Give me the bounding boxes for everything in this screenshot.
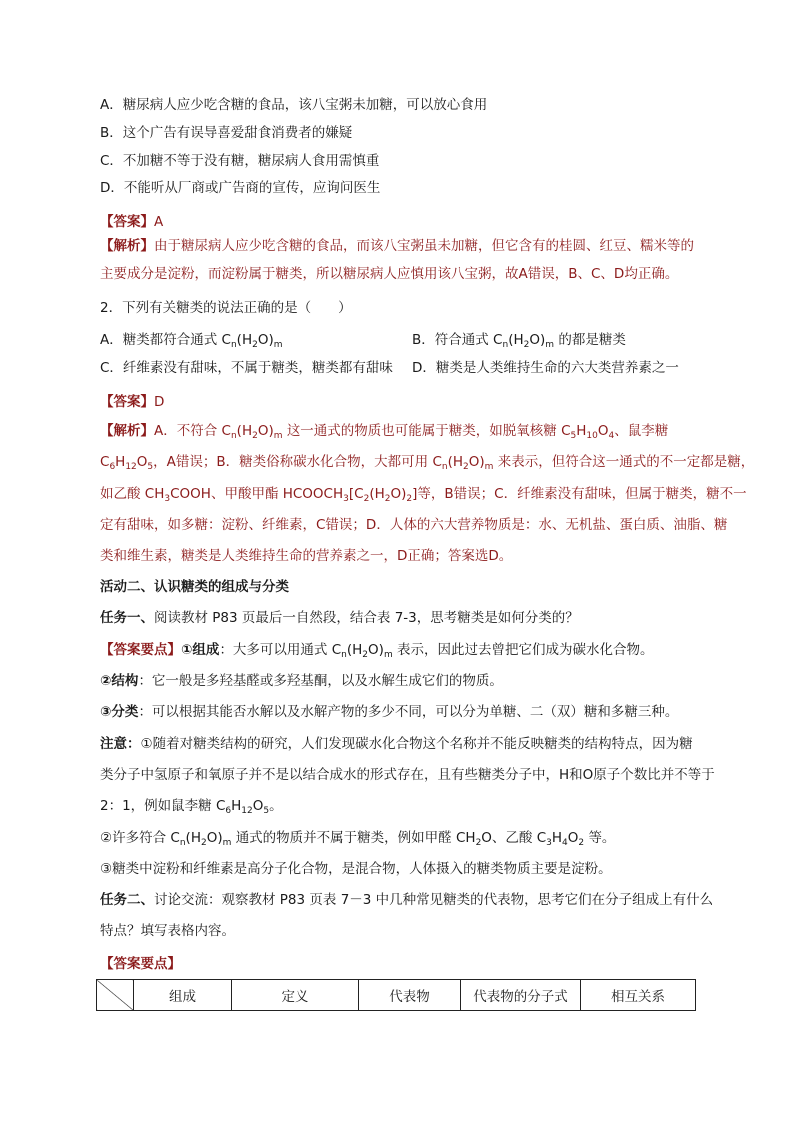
q2-analysis-line4: 定有甜味，如多糖：淀粉、纤维素，C错误；D．人体的六大营养物质是：水、无机盐、蛋白质、油脂、糖: [100, 517, 728, 533]
task1: 任务一、阅读教材 P83 页最后一自然段，结合表 7-3，思考糖类是如何分类的？: [100, 610, 579, 626]
table-header-cell: 代表物的分子式: [461, 980, 581, 1011]
note-line3: 2：1，例如鼠李糖 $C_6H_{12}O_5$。: [100, 798, 283, 816]
q1-option-c: C．不加糖不等于没有糖，糖尿病人食用需慎重: [100, 153, 380, 169]
answer-point-2: ②结构：它一般是多羟基醛或多羟基酮，以及水解生成它们的物质。: [100, 673, 503, 689]
q2-option-c: C．纤维素没有甜味，不属于糖类，糖类都有甜味: [100, 360, 393, 376]
answer-point-3: ③分类：可以根据其能否水解以及水解产物的多少不同，可以分为单糖、二（双）糖和多糖三种。: [100, 704, 679, 720]
q2-stem: 2．下列有关糖类的说法正确的是（ ）: [100, 300, 352, 316]
q2-option-b: B．符合通式 $C_n(H_2O)_m$ 的都是糖类: [412, 332, 626, 350]
q2-analysis-line3: 如乙酸 $CH_3COOH$、甲酸甲酯 $HCOOCH_3[C_2(H_2O)_2]$等，B错误；C．纤维素没有甜味，但属于糖类，糖不一: [100, 486, 747, 504]
q1-option-d: D．不能听从厂商或广告商的宣传，应询问医生: [100, 180, 381, 196]
table-header-row: [97, 980, 696, 1011]
q1-answer: 【答案】A: [100, 214, 164, 230]
q1-analysis-line1: 【解析】由于糖尿病人应少吃含糖的食品，而该八宝粥虽未加糖，但它含有的桂圆、红豆、糯米等的: [100, 238, 694, 254]
q2-answer: 【答案】D: [100, 394, 165, 410]
q2-analysis-line5: 类和维生素，糖类是人类维持生命的营养素之一，D正确；答案选D。: [100, 548, 513, 564]
table-header-cell: 定义: [232, 980, 359, 1011]
answer-points-label: 【答案要点】: [100, 956, 181, 972]
answer-point-1: 【答案要点】①组成：大多可以用通式 $C_n(H_2O)_m$ 表示，因此过去曾把它们成为碳水化合物。: [100, 642, 654, 660]
q1-analysis-line2: 主要成分是淀粉，而淀粉属于糖类，所以糖尿病人应慎用该八宝粥，故A错误，B、C、D均正确。: [100, 266, 679, 282]
table-diagonal-cell: [97, 980, 134, 1011]
q2-option-d: D．糖类是人类维持生命的六大类营养素之一: [412, 360, 679, 376]
activity2-title: 活动二、认识糖类的组成与分类: [100, 579, 289, 595]
q2-analysis-line1: 【解析】A．不符合 $C_n(H_2O)_m$ 这一通式的物质也可能属于糖类，如脱氧核糖 $C_5H_{10}O_4$、鼠李糖: [100, 423, 669, 441]
task2-line2: 特点？填写表格内容。: [100, 923, 235, 939]
table-header-cell: 相互关系: [581, 980, 696, 1011]
note-line2: 类分子中氢原子和氧原子并不是以结合成水的形式存在，且有些糖类分子中，H和O原子个数比并不等于: [100, 767, 715, 783]
task2-line1: 任务二、讨论交流：观察教材 P83 页表 7－3 中几种常见糖类的代表物，思考它们在分子组成上有什么: [100, 892, 714, 908]
table-header-cell: 组成: [134, 980, 232, 1011]
table-header-cell: 代表物: [359, 980, 461, 1011]
note-line1: 注意：①随着对糖类结构的研究，人们发现碳水化合物这个名称并不能反映糖类的结构特点，因为糖: [100, 736, 693, 752]
q2-analysis-line2: $C_6H_{12}O_5$，A错误；B．糖类俗称碳水化合物，大都可用 $C_n(H_2O)_m$ 来表示，但符合这一通式的不一定都是糖，: [100, 454, 755, 472]
q1-option-a: A．糖尿病人应少吃含糖的食品，该八宝粥未加糖，可以放心食用: [100, 97, 488, 113]
q2-option-a: A．糖类都符合通式 $C_n(H_2O)_m$: [100, 332, 283, 350]
note-2: ②许多符合 $C_n(H_2O)_m$ 通式的物质并不属于糖类，例如甲醛 $CH_2O$、乙酸 $C_3H_4O_2$ 等。: [100, 830, 616, 848]
note-3: ③糖类中淀粉和纤维素是高分子化合物，是混合物，人体摄入的糖类物质主要是淀粉。: [100, 861, 612, 877]
q1-option-b: B．这个广告有误导喜爱甜食消费者的嫌疑: [100, 125, 353, 141]
answer-table: [96, 979, 696, 1011]
